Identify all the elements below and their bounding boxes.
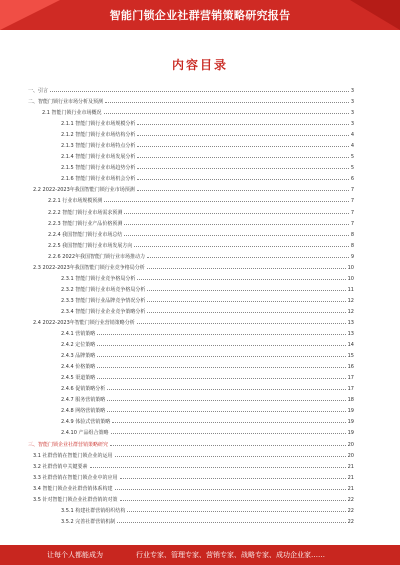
toc-entry[interactable] xyxy=(28,340,354,351)
toc-entry[interactable] xyxy=(28,285,354,296)
toc-entry[interactable] xyxy=(28,318,354,329)
toc-leader-dots xyxy=(124,212,348,214)
toc-entry[interactable] xyxy=(28,351,354,362)
toc-entry[interactable] xyxy=(28,417,354,428)
toc-entry-label: 2.3.1 智能门锁行业竞争格局分析 xyxy=(61,275,136,282)
toc-entry-label: 2.2.1 行业市场规模预测 xyxy=(48,198,103,205)
toc-entry-page: 14 xyxy=(347,342,354,349)
toc-entry[interactable] xyxy=(28,506,354,517)
toc-entry[interactable] xyxy=(28,152,354,163)
toc-entry-label: 3.2 社群营销中关键要素 xyxy=(33,463,88,470)
toc-entry[interactable] xyxy=(28,119,354,130)
toc-entry-label: 3.5.1 构建社群营销组织结构 xyxy=(61,507,126,514)
toc-entry-page: 19 xyxy=(347,430,354,437)
toc-entry-label: 2.2.5 我国智能门锁行业市场发展方向 xyxy=(48,242,133,249)
toc-entry-page: 16 xyxy=(347,364,354,371)
toc-entry-label: 2.2.4 我国智能门锁行业市场总结 xyxy=(48,231,123,238)
toc-leader-dots xyxy=(112,421,345,423)
toc-entry-page: 21 xyxy=(347,485,354,492)
toc-entry-page: 19 xyxy=(347,408,354,415)
toc-entry-label: 2.3.3 智能门锁行业品牌竞争情况分析 xyxy=(61,297,146,304)
toc-entry[interactable] xyxy=(28,219,354,230)
toc-entry-label: 2.4.6 促销策略分析 xyxy=(61,386,106,393)
toc-entry-label: 2.4.4 价格策略 xyxy=(61,364,96,371)
toc-leader-dots xyxy=(104,112,349,114)
toc-leader-dots xyxy=(137,278,345,280)
toc-entry[interactable] xyxy=(28,108,354,119)
toc-entry-label: 3.5 针对智能门锁企业社群营销的对策 xyxy=(33,496,118,503)
toc-leader-dots xyxy=(97,355,345,357)
toc-entry-page: 22 xyxy=(347,507,354,514)
toc-entry-label: 2.2.3 智能门锁行业产品价格预测 xyxy=(48,220,123,227)
toc-leader-dots xyxy=(137,156,348,158)
toc-entry-page: 10 xyxy=(347,264,354,271)
toc-entry[interactable] xyxy=(28,384,354,395)
toc-entry-label: 2.4.10 产品组合策略 xyxy=(61,430,109,437)
toc-entry-label: 2.1.2 智能门锁行业市场结构分析 xyxy=(61,132,136,139)
toc-entry-label: 2.1.5 智能门锁行业市场趋势分析 xyxy=(61,165,136,172)
toc-leader-dots xyxy=(120,499,346,501)
toc-entry-label: 2.4.1 营销策略 xyxy=(61,331,96,338)
toc-entry[interactable] xyxy=(28,174,354,185)
page-title: 内容目录 xyxy=(171,58,228,72)
toc-entry-label: 2.1.4 智能门锁行业市场发展分析 xyxy=(61,154,136,161)
toc-entry-label: 2.1.6 智能门锁行业市场机会分析 xyxy=(61,176,136,183)
toc-entry[interactable] xyxy=(28,130,354,141)
toc-entry[interactable] xyxy=(28,440,354,451)
toc-entry-page: 7 xyxy=(350,220,354,227)
toc-entry-page: 13 xyxy=(347,331,354,338)
toc-entry-label: 3.1 社群营销在智能门锁企业的运用 xyxy=(33,452,113,459)
toc-leader-dots xyxy=(105,101,349,103)
toc-entry[interactable] xyxy=(28,473,354,484)
toc-entry-page: 4 xyxy=(350,143,354,150)
toc-leader-dots xyxy=(107,388,345,390)
toc-entry[interactable] xyxy=(28,362,354,373)
toc-leader-dots xyxy=(97,333,345,335)
toc-entry[interactable] xyxy=(28,406,354,417)
toc-entry-label: 2.1.3 智能门锁行业市场特点分析 xyxy=(61,143,136,150)
table-of-contents xyxy=(28,86,354,528)
toc-leader-dots xyxy=(124,223,348,225)
toc-entry-page: 22 xyxy=(347,518,354,525)
toc-entry-label: 2.1.1 智能门锁行业市场规模分析 xyxy=(61,121,136,128)
toc-entry-page: 21 xyxy=(347,474,354,481)
toc-entry-page: 12 xyxy=(347,297,354,304)
toc-entry-page: 22 xyxy=(347,496,354,503)
toc-leader-dots xyxy=(124,234,348,236)
toc-leader-dots xyxy=(137,167,348,169)
toc-leader-dots xyxy=(147,256,349,258)
toc-leader-dots xyxy=(104,200,349,202)
report-title: 智能门锁企业社群营销策略研究报告 xyxy=(109,9,291,22)
toc-leader-dots xyxy=(97,344,345,346)
toc-entry-label: 2.4.2 定位策略 xyxy=(61,342,96,349)
toc-entry-page: 10 xyxy=(347,275,354,282)
toc-entry-page: 19 xyxy=(347,419,354,426)
toc-entry-page: 4 xyxy=(350,132,354,139)
toc-entry-page: 8 xyxy=(350,242,354,249)
toc-leader-dots xyxy=(120,477,346,479)
toc-entry-page: 18 xyxy=(347,397,354,404)
toc-entry[interactable] xyxy=(28,241,354,252)
toc-leader-dots xyxy=(107,399,345,401)
toc-leader-dots xyxy=(147,289,345,291)
toc-entry-label: 2.3.2 智能门锁行业市场竞争格局分析 xyxy=(61,286,146,293)
toc-entry-label: 3.5.2 完善社群营销机制 xyxy=(61,518,116,525)
toc-entry[interactable] xyxy=(28,141,354,152)
toc-entry[interactable] xyxy=(28,451,354,462)
toc-entry-page: 17 xyxy=(347,386,354,393)
toc-leader-dots xyxy=(137,145,348,147)
footer-banner xyxy=(0,545,400,565)
toc-entry[interactable] xyxy=(28,163,354,174)
toc-leader-dots xyxy=(147,300,345,302)
header-banner xyxy=(0,0,400,30)
toc-entry[interactable] xyxy=(28,373,354,384)
toc-entry-page: 7 xyxy=(350,198,354,205)
toc-entry-page: 21 xyxy=(347,463,354,470)
toc-leader-dots xyxy=(110,444,346,446)
toc-entry-label: 2.2.6 2022年我国智能门锁行业市场推动力 xyxy=(48,253,146,260)
toc-entry[interactable] xyxy=(28,86,354,97)
toc-leader-dots xyxy=(137,322,346,324)
footer-slogan: 让每个人都能成为 xyxy=(47,551,103,559)
toc-entry-page: 17 xyxy=(347,375,354,382)
toc-leader-dots xyxy=(115,455,346,457)
toc-entry-label: 2.2 2022-2023年我国智能门锁行业市场预测 xyxy=(33,187,135,194)
toc-entry-page: 5 xyxy=(350,165,354,172)
toc-entry-page: 3 xyxy=(350,110,354,117)
toc-entry-page: 9 xyxy=(350,253,354,260)
toc-entry-page: 3 xyxy=(350,88,354,94)
toc-entry-label: 2.4 2022-2023年智能门锁行业营销策略分析 xyxy=(33,319,135,326)
toc-entry-label: 2.3 2022-2023年我国智能门锁行业竞争格局分析 xyxy=(33,264,145,271)
toc-entry-label: 二、智能门锁行业市场分析及预测 xyxy=(28,99,104,106)
toc-leader-dots xyxy=(147,311,345,313)
toc-entry[interactable] xyxy=(28,484,354,495)
toc-leader-dots xyxy=(147,267,346,269)
toc-entry[interactable] xyxy=(28,274,354,285)
toc-entry[interactable] xyxy=(28,296,354,307)
toc-entry-label: 2.4.5 渠道策略 xyxy=(61,375,96,382)
toc-leader-dots xyxy=(50,90,349,92)
footer-tagline: 行业专家、管理专家、营销专家、战略专家、成功企业家…… xyxy=(136,551,325,559)
toc-leader-dots xyxy=(97,366,345,368)
toc-entry-label: 2.4.8 网络营销策略 xyxy=(61,408,106,415)
toc-entry[interactable] xyxy=(28,252,354,263)
toc-entry[interactable] xyxy=(28,230,354,241)
toc-entry[interactable] xyxy=(28,196,354,207)
toc-entry-label: 2.3.4 智能门锁行业企业竞争策略分析 xyxy=(61,308,146,315)
toc-entry-label: 3.4 智能门锁企业社群营销体系构建 xyxy=(33,485,113,492)
toc-entry-page: 20 xyxy=(347,441,354,448)
toc-entry[interactable] xyxy=(28,495,354,506)
toc-leader-dots xyxy=(107,410,345,412)
toc-entry[interactable] xyxy=(28,97,354,108)
toc-leader-dots xyxy=(137,178,348,180)
toc-entry-page: 11 xyxy=(347,286,354,293)
toc-entry-page: 7 xyxy=(350,187,354,194)
toc-leader-dots xyxy=(97,377,345,379)
toc-entry[interactable] xyxy=(28,263,354,274)
toc-entry[interactable] xyxy=(28,462,354,473)
toc-leader-dots xyxy=(137,123,348,125)
toc-entry-label: 一、引言 xyxy=(28,88,49,94)
toc-leader-dots xyxy=(127,510,345,512)
toc-leader-dots xyxy=(117,521,345,523)
toc-entry-page: 12 xyxy=(347,308,354,315)
toc-leader-dots xyxy=(137,134,348,136)
toc-entry[interactable] xyxy=(28,307,354,318)
toc-entry-page: 13 xyxy=(347,319,354,326)
toc-entry-label: 2.4.7 服务营销策略 xyxy=(61,397,106,404)
toc-entry[interactable] xyxy=(28,517,354,528)
toc-entry-page: 3 xyxy=(350,121,354,128)
toc-entry-page: 5 xyxy=(350,154,354,161)
toc-entry[interactable] xyxy=(28,395,354,406)
toc-entry-page: 20 xyxy=(347,452,354,459)
toc-entry-label: 三、智能门锁企业社群营销策略研究 xyxy=(28,441,109,448)
toc-leader-dots xyxy=(134,245,348,247)
toc-leader-dots xyxy=(111,432,346,434)
toc-entry-label: 2.2.2 智能门锁行业市场需求预测 xyxy=(48,209,123,216)
toc-entry[interactable] xyxy=(28,329,354,340)
toc-entry-page: 8 xyxy=(350,231,354,238)
toc-entry[interactable] xyxy=(28,428,354,439)
toc-leader-dots xyxy=(137,189,349,191)
toc-entry-page: 6 xyxy=(350,176,354,183)
toc-entry-label: 2.4.9 体验式营销策略 xyxy=(61,419,111,426)
toc-entry-label: 2.1 智能门锁行业市场概况 xyxy=(42,110,102,117)
toc-leader-dots xyxy=(115,488,346,490)
toc-entry[interactable] xyxy=(28,208,354,219)
toc-entry-page: 15 xyxy=(347,353,354,360)
toc-entry-label: 2.4.3 品牌策略 xyxy=(61,353,96,360)
toc-entry[interactable] xyxy=(28,185,354,196)
toc-entry-label: 3.3 社群营销在智能门锁企业中的应用 xyxy=(33,474,118,481)
toc-entry-page: 3 xyxy=(350,99,354,106)
toc-leader-dots xyxy=(90,466,346,468)
toc-entry-page: 7 xyxy=(350,209,354,216)
